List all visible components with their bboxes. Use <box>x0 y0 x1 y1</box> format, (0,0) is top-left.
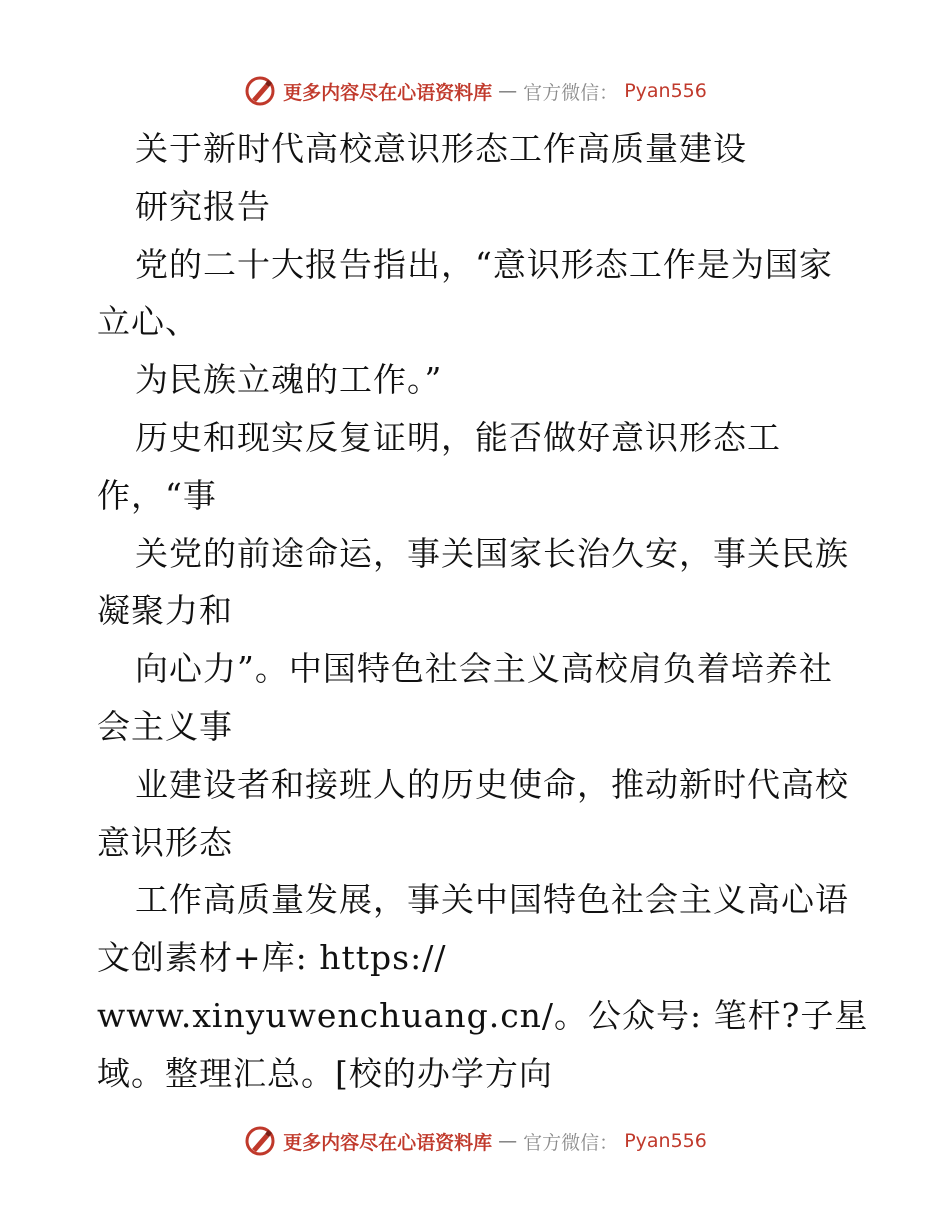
document-line: 域。整理汇总。[校的办学方向 <box>97 1053 553 1093</box>
watermark-separator: — <box>498 80 518 102</box>
document-line: 会主义事 <box>97 706 233 746</box>
document-line: 党的二十大报告指出，“意识形态工作是为国家 <box>135 244 833 284</box>
document-line: 向心力”。中国特色社会主义高校肩负着培养社 <box>135 649 833 689</box>
document-line: 业建设者和接班人的历史使命，推动新时代高校 <box>135 764 849 804</box>
watermark-main-text: 更多内容尽在心语资料库 <box>283 81 493 104</box>
document-line: 意识形态 <box>97 822 233 862</box>
watermark-wechat-id: Pyan556 <box>624 80 707 102</box>
document-line: 工作高质量发展，事关中国特色社会主义高心语 <box>135 880 849 920</box>
pen-circle-logo-icon <box>243 74 277 108</box>
header-watermark <box>0 74 950 108</box>
pen-circle-logo-icon <box>243 1124 277 1158</box>
document-line: 为民族立魂的工作。” <box>135 360 443 400</box>
document-line: 作，“事 <box>97 475 217 515</box>
footer-watermark <box>0 1124 950 1158</box>
watermark-main-text: 更多内容尽在心语资料库 <box>283 1131 493 1154</box>
document-line: 关于新时代高校意识形态工作高质量建设 <box>135 129 747 168</box>
watermark-wechat-label: 官方微信： <box>523 81 619 104</box>
watermark-wechat-id: Pyan556 <box>624 1130 707 1152</box>
document-line: 关党的前途命运，事关国家长治久安，事关民族 <box>135 533 849 573</box>
document-body <box>97 120 869 1103</box>
watermark-wechat-label: 官方微信： <box>523 1131 619 1154</box>
document-line: 研究报告 <box>135 186 271 226</box>
document-line: 文创素材+库: https:// <box>97 938 447 978</box>
document-line: 凝聚力和 <box>97 591 233 631</box>
watermark-separator: — <box>498 1130 518 1152</box>
document-line: 历史和现实反复证明，能否做好意识形态工 <box>135 417 781 457</box>
document-line: www.xinyuwenchuang.cn/。公众号: 笔杆?子星 <box>97 995 869 1035</box>
document-line: 立心、 <box>97 302 199 342</box>
